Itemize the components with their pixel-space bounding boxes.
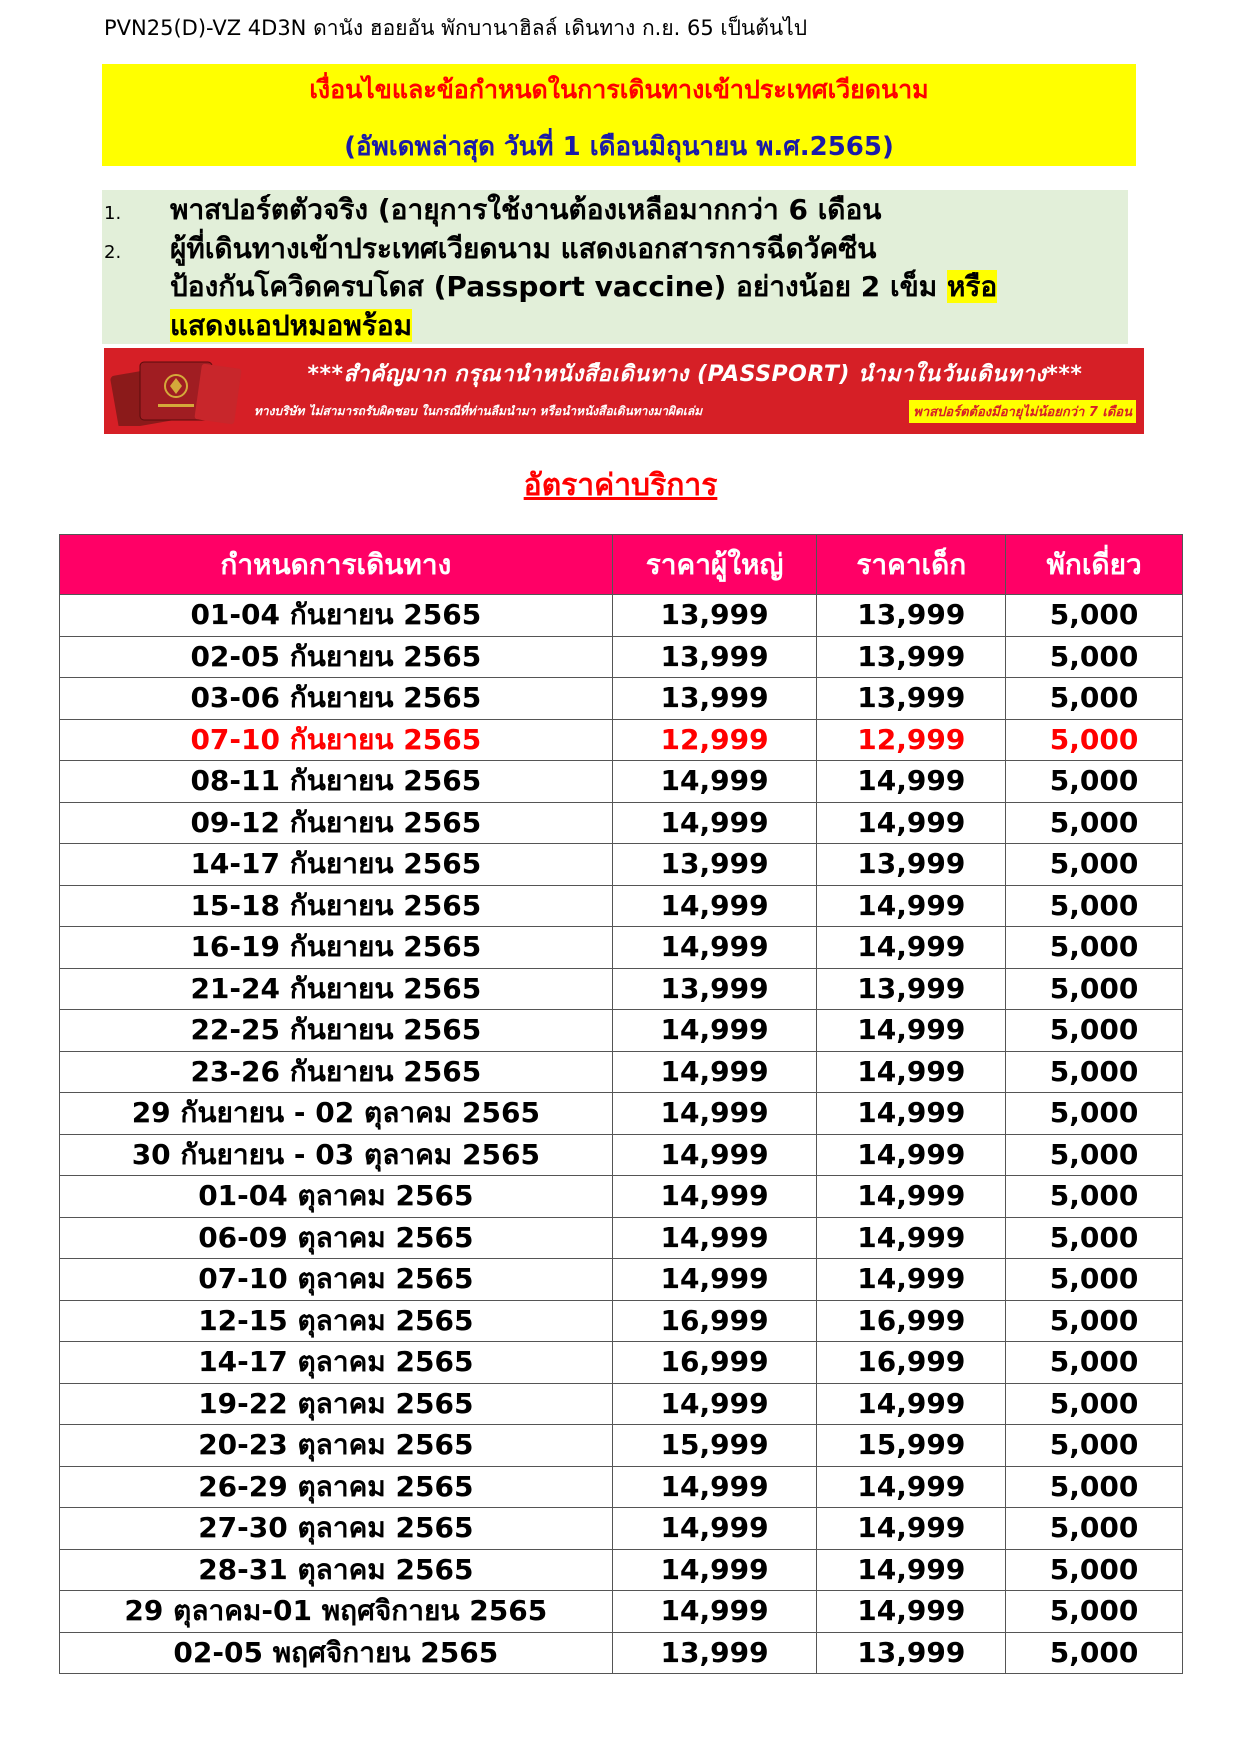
single-supplement-cell: 5,000 — [1006, 1591, 1183, 1633]
single-supplement-cell: 5,000 — [1006, 1549, 1183, 1591]
travel-dates-cell: 08-11 กันยายน 2565 — [60, 761, 613, 803]
passport-image — [110, 356, 242, 426]
adult-price-cell: 16,999 — [612, 1342, 817, 1384]
price-table-row — [60, 968, 1183, 1010]
child-price-cell: 16,999 — [817, 1342, 1006, 1384]
travel-dates-cell: 01-04 ตุลาคม 2565 — [60, 1176, 613, 1218]
travel-dates-cell: 02-05 กันยายน 2565 — [60, 636, 613, 678]
travel-dates-cell: 02-05 พฤศจิกายน 2565 — [60, 1632, 613, 1674]
banner-subtext: ทางบริษัท ไม่สามารถรับผิดชอบ ในกรณีที่ท่านลืมนำมา หรือนำหนังสือเดินทางมาผิดเล่ม — [254, 404, 703, 418]
price-table-row — [60, 1259, 1183, 1301]
child-price-cell: 14,999 — [817, 1549, 1006, 1591]
price-table-row — [60, 1093, 1183, 1135]
price-table-row — [60, 1549, 1183, 1591]
adult-price-cell: 14,999 — [612, 1176, 817, 1218]
price-table — [59, 534, 1183, 1674]
adult-price-cell: 14,999 — [612, 1217, 817, 1259]
adult-price-cell: 13,999 — [612, 844, 817, 886]
child-price-cell: 14,999 — [817, 1134, 1006, 1176]
adult-price-cell: 14,999 — [612, 885, 817, 927]
single-supplement-cell: 5,000 — [1006, 595, 1183, 637]
price-table-row — [60, 595, 1183, 637]
child-price-cell: 14,999 — [817, 1383, 1006, 1425]
single-supplement-cell: 5,000 — [1006, 885, 1183, 927]
price-table-body — [60, 595, 1183, 1674]
notice-title: เงื่อนไขและข้อกำหนดในการเดินทางเข้าประเทศเวียดนาม — [309, 75, 929, 104]
child-price-cell: 14,999 — [817, 1176, 1006, 1218]
adult-price-cell: 14,999 — [612, 1093, 817, 1135]
single-supplement-cell: 5,000 — [1006, 1093, 1183, 1135]
price-table-row — [60, 1342, 1183, 1384]
single-supplement-cell: 5,000 — [1006, 1259, 1183, 1301]
child-price-cell: 13,999 — [817, 595, 1006, 637]
condition-item-2 — [104, 229, 1134, 349]
travel-dates-cell: 09-12 กันยายน 2565 — [60, 802, 613, 844]
price-table-row — [60, 719, 1183, 761]
document-code-line: PVN25(D)-VZ 4D3N ดานัง ฮอยอัน พักบานาฮิลล์ เดินทาง ก.ย. 65 เป็นต้นไป — [104, 16, 808, 40]
price-table-row — [60, 1383, 1183, 1425]
price-table-row — [60, 885, 1183, 927]
price-table-row — [60, 678, 1183, 720]
child-price-cell: 16,999 — [817, 1300, 1006, 1342]
child-price-cell: 14,999 — [817, 885, 1006, 927]
child-price-cell: 14,999 — [817, 1591, 1006, 1633]
adult-price-cell: 16,999 — [612, 1300, 817, 1342]
single-supplement-cell: 5,000 — [1006, 1466, 1183, 1508]
single-supplement-cell: 5,000 — [1006, 1134, 1183, 1176]
child-price-cell: 13,999 — [817, 1632, 1006, 1674]
rates-title: อัตราค่าบริการ — [523, 468, 718, 503]
adult-price-cell: 13,999 — [612, 595, 817, 637]
travel-dates-cell: 07-10 ตุลาคม 2565 — [60, 1259, 613, 1301]
travel-dates-cell: 19-22 ตุลาคม 2565 — [60, 1383, 613, 1425]
child-price-cell: 14,999 — [817, 1051, 1006, 1093]
single-supplement-cell: 5,000 — [1006, 1176, 1183, 1218]
condition-item-1 — [104, 190, 1134, 230]
adult-price-cell: 14,999 — [612, 1591, 817, 1633]
travel-dates-cell: 14-17 ตุลาคม 2565 — [60, 1342, 613, 1384]
travel-dates-cell: 23-26 กันยายน 2565 — [60, 1051, 613, 1093]
adult-price-cell: 14,999 — [612, 1010, 817, 1052]
child-price-cell: 13,999 — [817, 678, 1006, 720]
child-price-cell: 14,999 — [817, 1259, 1006, 1301]
adult-price-cell: 14,999 — [612, 927, 817, 969]
child-price-cell: 14,999 — [817, 1466, 1006, 1508]
travel-dates-cell: 27-30 ตุลาคม 2565 — [60, 1508, 613, 1550]
price-table-row — [60, 1051, 1183, 1093]
notice-box — [102, 64, 1136, 166]
single-supplement-cell: 5,000 — [1006, 968, 1183, 1010]
child-price-cell: 14,999 — [817, 1217, 1006, 1259]
travel-dates-cell: 07-10 กันยายน 2565 — [60, 719, 613, 761]
single-supplement-cell: 5,000 — [1006, 1217, 1183, 1259]
travel-dates-cell: 14-17 กันยายน 2565 — [60, 844, 613, 886]
adult-price-cell: 13,999 — [612, 1632, 817, 1674]
child-price-cell: 14,999 — [817, 1093, 1006, 1135]
header-child-price: ราคาเด็ก — [817, 535, 1006, 595]
header-single-supplement: พักเดี่ยว — [1006, 535, 1183, 595]
adult-price-cell: 14,999 — [612, 1051, 817, 1093]
travel-dates-cell: 26-29 ตุลาคม 2565 — [60, 1466, 613, 1508]
single-supplement-cell: 5,000 — [1006, 719, 1183, 761]
child-price-cell: 14,999 — [817, 802, 1006, 844]
adult-price-cell: 14,999 — [612, 761, 817, 803]
adult-price-cell: 14,999 — [612, 1259, 817, 1301]
child-price-cell: 14,999 — [817, 761, 1006, 803]
price-table-row — [60, 1466, 1183, 1508]
passport-warning-banner — [104, 348, 1144, 434]
condition-number: 1. — [104, 203, 122, 224]
adult-price-cell: 13,999 — [612, 678, 817, 720]
single-supplement-cell: 5,000 — [1006, 1632, 1183, 1674]
single-supplement-cell: 5,000 — [1006, 1010, 1183, 1052]
price-table-row — [60, 1217, 1183, 1259]
condition-text: พาสปอร์ตตัวจริง (อายุการใช้งานต้องเหลือมากกว่า 6 เดือน — [170, 193, 882, 226]
travel-dates-cell: 22-25 กันยายน 2565 — [60, 1010, 613, 1052]
condition-text-line-3 — [170, 306, 412, 345]
single-supplement-cell: 5,000 — [1006, 1300, 1183, 1342]
header-adult-price: ราคาผู้ใหญ่ — [612, 535, 817, 595]
price-table-header-row — [60, 535, 1183, 595]
single-supplement-cell: 5,000 — [1006, 1425, 1183, 1467]
condition-number: 2. — [104, 242, 122, 263]
adult-price-cell: 14,999 — [612, 1508, 817, 1550]
single-supplement-cell: 5,000 — [1006, 802, 1183, 844]
travel-dates-cell: 01-04 กันยายน 2565 — [60, 595, 613, 637]
condition-highlight-app: แสดงแอปหมอพร้อม — [170, 309, 413, 342]
adult-price-cell: 12,999 — [612, 719, 817, 761]
travel-dates-cell: 28-31 ตุลาคม 2565 — [60, 1549, 613, 1591]
header-travel-dates: กำหนดการเดินทาง — [60, 535, 613, 595]
travel-dates-cell: 20-23 ตุลาคม 2565 — [60, 1425, 613, 1467]
travel-dates-cell: 16-19 กันยายน 2565 — [60, 927, 613, 969]
travel-dates-cell: 21-24 กันยายน 2565 — [60, 968, 613, 1010]
price-table-row — [60, 1134, 1183, 1176]
price-table-row — [60, 761, 1183, 803]
banner-headline: ***สำคัญมาก กรุณานำหนังสือเดินทาง (PASSPORT) นำมาในวันเดินทาง*** — [307, 362, 1083, 387]
child-price-cell: 14,999 — [817, 927, 1006, 969]
adult-price-cell: 14,999 — [612, 1466, 817, 1508]
child-price-cell: 13,999 — [817, 968, 1006, 1010]
price-table-row — [60, 1632, 1183, 1674]
condition-text-line-2 — [170, 267, 997, 306]
adult-price-cell: 14,999 — [612, 1383, 817, 1425]
child-price-cell: 14,999 — [817, 1508, 1006, 1550]
single-supplement-cell: 5,000 — [1006, 761, 1183, 803]
price-table-row — [60, 1508, 1183, 1550]
single-supplement-cell: 5,000 — [1006, 844, 1183, 886]
price-table-row — [60, 1010, 1183, 1052]
adult-price-cell: 14,999 — [612, 802, 817, 844]
single-supplement-cell: 5,000 — [1006, 1383, 1183, 1425]
travel-dates-cell: 29 ตุลาคม-01 พฤศจิกายน 2565 — [60, 1591, 613, 1633]
price-table-row — [60, 1425, 1183, 1467]
travel-dates-cell: 12-15 ตุลาคม 2565 — [60, 1300, 613, 1342]
price-table-row — [60, 1300, 1183, 1342]
price-table-row — [60, 802, 1183, 844]
child-price-cell: 13,999 — [817, 844, 1006, 886]
single-supplement-cell: 5,000 — [1006, 1508, 1183, 1550]
child-price-cell: 13,999 — [817, 636, 1006, 678]
adult-price-cell: 14,999 — [612, 1134, 817, 1176]
travel-dates-cell: 30 กันยายน - 03 ตุลาคม 2565 — [60, 1134, 613, 1176]
price-table-row — [60, 1176, 1183, 1218]
adult-price-cell: 15,999 — [612, 1425, 817, 1467]
single-supplement-cell: 5,000 — [1006, 927, 1183, 969]
condition-text-line-1: ผู้ที่เดินทางเข้าประเทศเวียดนาม แสดงเอกสารการฉีดวัคซีน — [170, 232, 877, 265]
travel-dates-cell: 03-06 กันยายน 2565 — [60, 678, 613, 720]
single-supplement-cell: 5,000 — [1006, 636, 1183, 678]
banner-passport-validity-warning: พาสปอร์ตต้องมีอายุไม่น้อยกว่า 7 เดือน — [909, 400, 1136, 423]
single-supplement-cell: 5,000 — [1006, 1342, 1183, 1384]
price-table-row — [60, 927, 1183, 969]
adult-price-cell: 13,999 — [612, 636, 817, 678]
price-table-row — [60, 1591, 1183, 1633]
child-price-cell: 14,999 — [817, 1010, 1006, 1052]
adult-price-cell: 13,999 — [612, 968, 817, 1010]
adult-price-cell: 14,999 — [612, 1549, 817, 1591]
child-price-cell: 12,999 — [817, 719, 1006, 761]
travel-dates-cell: 06-09 ตุลาคม 2565 — [60, 1217, 613, 1259]
condition-highlight-or: หรือ — [946, 270, 998, 303]
travel-dates-cell: 29 กันยายน - 02 ตุลาคม 2565 — [60, 1093, 613, 1135]
travel-dates-cell: 15-18 กันยายน 2565 — [60, 885, 613, 927]
condition-text-line-2-body: ป้องกันโควิดครบโดส (Passport vaccine) อย่างน้อย 2 เข็ม — [170, 270, 938, 303]
single-supplement-cell: 5,000 — [1006, 1051, 1183, 1093]
notice-updated-date: (อัพเดพล่าสุด วันที่ 1 เดือนมิถุนายน พ.ศ.2565) — [344, 132, 894, 162]
price-table-row — [60, 636, 1183, 678]
single-supplement-cell: 5,000 — [1006, 678, 1183, 720]
child-price-cell: 15,999 — [817, 1425, 1006, 1467]
price-table-row — [60, 844, 1183, 886]
